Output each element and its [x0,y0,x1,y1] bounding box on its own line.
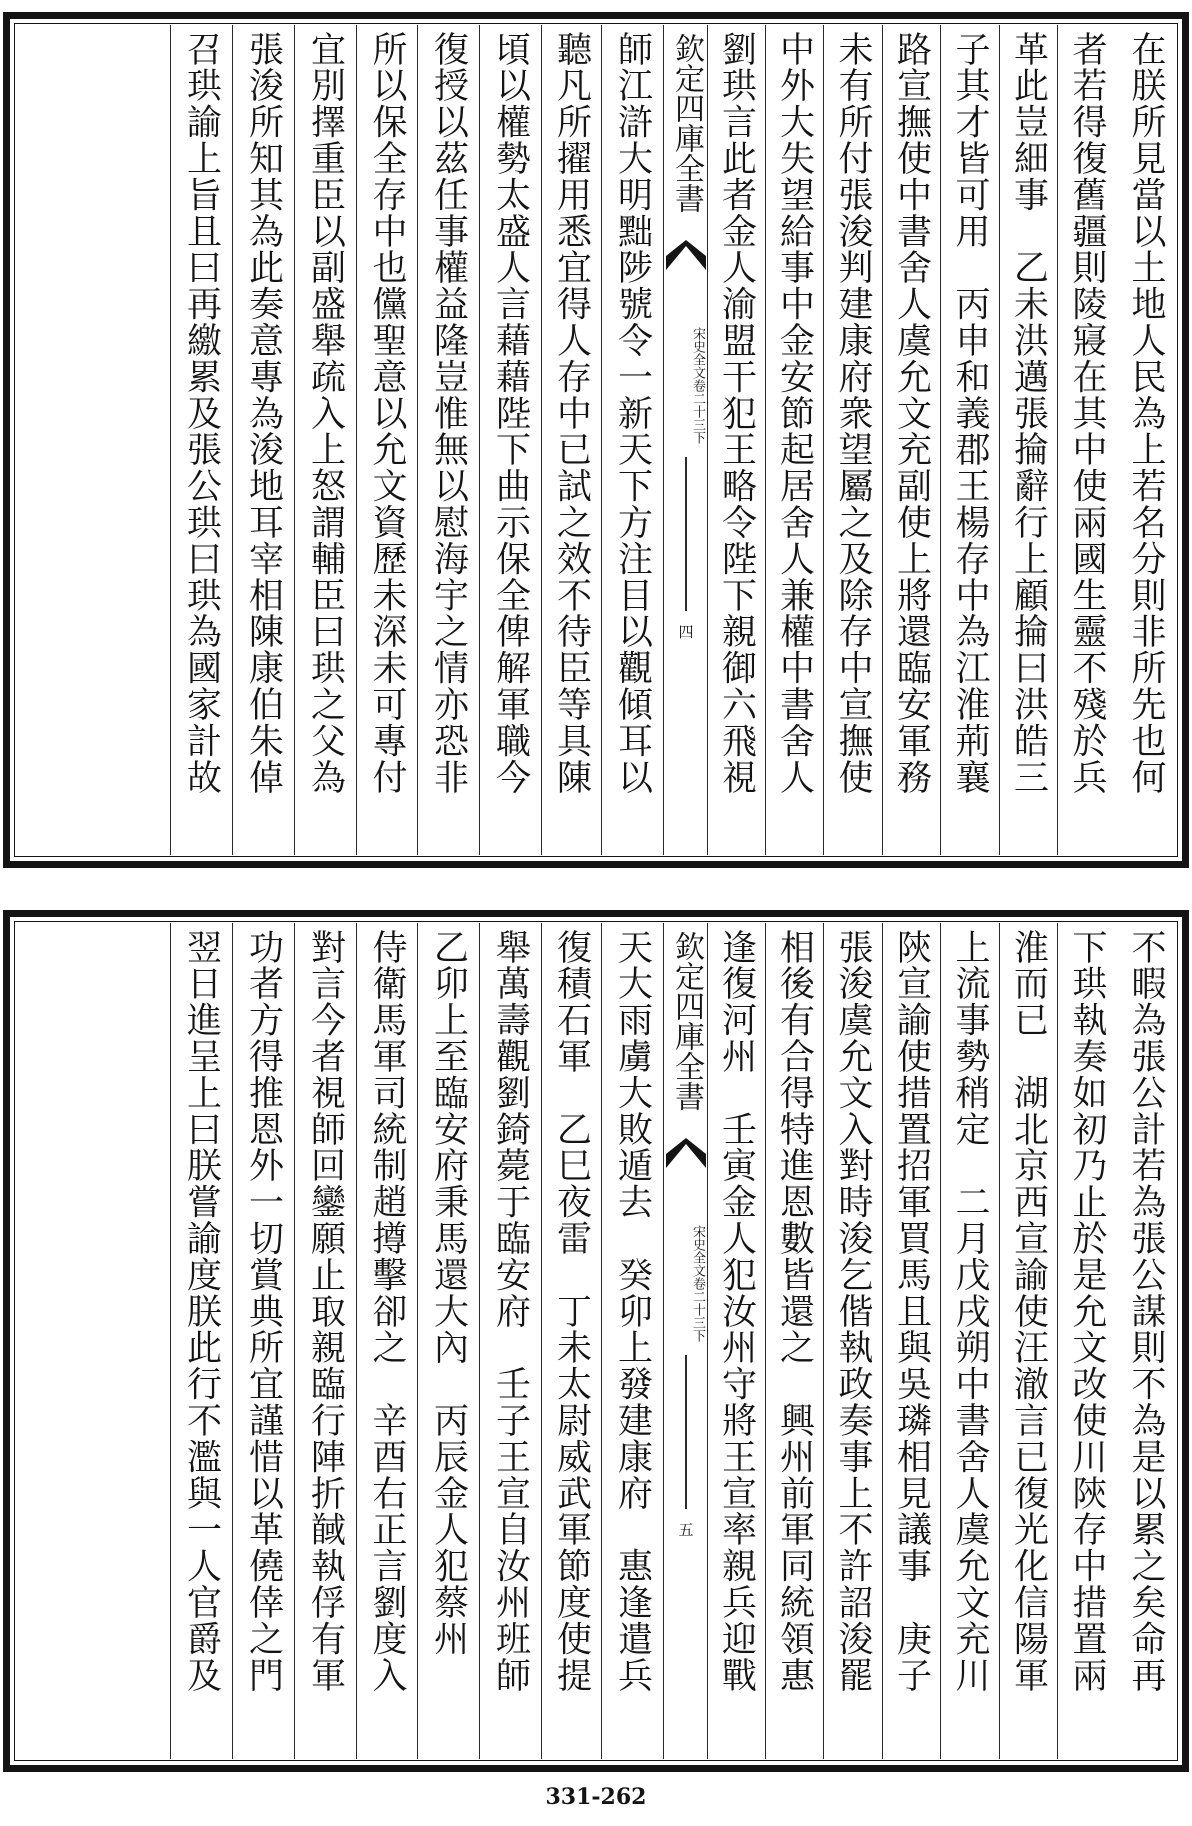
column-text: 陝宣諭使措置招軍買馬且與吳璘相見議事 庚子 [891,929,932,1694]
column-text: 張浚虞允文入對時浚乞偕執政奏事上不許詔浚罷 [833,929,873,1694]
text-column [940,923,999,1759]
text-column [294,25,356,855]
text-column [601,923,663,1759]
band-volume-label [664,327,708,444]
column-text: 在朕所見當以土地人民為上若名分則非所先也何 [1126,31,1166,796]
band-center-line [685,1355,687,1509]
center-band [663,923,707,1759]
column-text: 召珙諭上旨且曰再繳累及張公珙曰珙為國家計故 [181,31,222,796]
column-text: 中外大失望給事中金安節起居舍人兼權中書舍人 [774,31,815,796]
fishtail-mark-icon [664,1138,708,1170]
column-text: 舉萬壽觀劉錡薨于臨安府 壬子王宣自汝州班師 [490,929,531,1694]
top-page-columns [16,25,1176,855]
text-column [356,923,417,1759]
text-column [541,25,601,855]
column-text: 不暇為張公計若為張公謀則不為是以累之矣命再 [1126,929,1166,1694]
text-column [999,25,1057,855]
column-text: 上流事勢稍定 二月戊戌朔中書舍人虞允文充川 [950,929,990,1694]
bottom-page-columns [16,923,1176,1759]
column-text: 翌日進呈上曰朕嘗諭度朕此行不濫與一人官爵及 [181,929,222,1694]
bottom-page [3,910,1189,1772]
column-text: 聽凡所擢用悉宜得人存中已試之效不待臣等具陳 [551,31,592,796]
column-text: 天大雨虜大敗遁去 癸卯上發建康府 惠逢遣兵 [612,929,653,1694]
column-text: 侍衛馬軍司統制趙撙擊卻之 辛酉右正言劉度入 [367,929,407,1694]
text-column [765,923,823,1759]
column-text: 者若得復舊疆則陵寢在其中使兩國生靈不殘於兵 [1067,31,1107,796]
text-column [479,25,541,855]
column-text: 未有所付張浚判建康府衆望屬之及除存中宣撫使 [833,31,873,796]
band-center-line [685,457,687,611]
column-text: 逢復河州 壬寅金人犯汝州守將王宣率親兵迎戰 [716,929,757,1694]
column-text: 功者方得推恩外一切賞典所宜謹惜以革僥倖之門 [243,929,284,1694]
column-text: 復授以茲任事權益隆豈惟無以慰海宇之情亦恐非 [428,31,469,796]
text-column [170,923,232,1759]
column-text: 師江滸大明黜陟號令一新天下方注目以觀傾耳以 [612,31,653,796]
column-text: 對言今者視師回鑾願止取親臨行陣折馘執俘有軍 [305,929,346,1694]
column-text: 張浚所知其為此奏意專為浚地耳宰相陳康伯朱倬 [243,31,284,796]
center-band [663,25,707,855]
text-column [1057,923,1116,1759]
band-volume-label [664,1225,708,1342]
column-text: 復積石軍 乙巳夜雷 丁未太尉威武軍節度使提 [551,929,592,1694]
column-text: 乙卯上至臨安府秉馬還大內 丙辰金人犯蔡州 [428,929,469,1657]
text-column [882,923,940,1759]
top-page [3,12,1189,868]
fishtail-mark-icon [664,240,708,272]
column-text: 淮而已 湖北京西宣諭使汪澈言已復光化信陽軍 [1008,929,1049,1694]
column-text: 頃以權勢太盛人言藉藉陛下曲示保全俾解軍職今 [490,31,531,796]
text-column [417,25,479,855]
column-text: 相後有合得特進恩數皆還之 興州前軍同統領惠 [774,929,815,1694]
text-column [1057,25,1116,855]
band-book-name: 宋史全文 [690,1225,705,1277]
band-volume-number: 卷二十三下 [690,379,705,444]
text-column [601,25,663,855]
text-column [170,25,232,855]
text-column [356,25,417,855]
text-column [417,923,479,1759]
text-column [765,25,823,855]
band-page-number: 五 [678,1521,694,1539]
column-text: 革此豈細事 乙未洪邁張掄辭行上顧掄曰洪皓三 [1008,31,1049,796]
band-title: 欽定四庫全書 [669,931,704,1111]
column-text: 路宣撫使中書舍人虞允文充副使上將還臨安軍務 [891,31,932,796]
band-volume-number: 卷二十三下 [690,1277,705,1342]
band-page-number: 四 [678,623,694,641]
text-column [541,923,601,1759]
column-text: 劉珙言此者金人渝盟干犯王略令陛下親御六飛視 [716,31,757,796]
text-column [940,25,999,855]
text-column [823,25,882,855]
text-column [232,923,294,1759]
text-column [707,923,765,1759]
column-text: 所以保全存中也儻聖意以允文資歷未深未可專付 [367,31,407,796]
text-column [707,25,765,855]
text-column [823,923,882,1759]
text-column [882,25,940,855]
band-title: 欽定四庫全書 [669,33,704,213]
column-text: 子其才皆可用 丙申和義郡王楊存中為江淮荊襄 [950,31,990,796]
text-column [232,25,294,855]
page-footer-number: 331-262 [545,1784,647,1810]
text-column [479,923,541,1759]
text-column [1116,25,1176,855]
text-column [999,923,1057,1759]
column-text: 下珙執奏如初乃止於是允文改使川陝存中措置兩 [1067,929,1107,1694]
text-column [1116,923,1176,1759]
band-book-name: 宋史全文 [690,327,705,379]
text-column [294,923,356,1759]
column-text: 宜別擇重臣以副盛舉疏入上怒謂輔臣曰珙之父為 [305,31,346,796]
